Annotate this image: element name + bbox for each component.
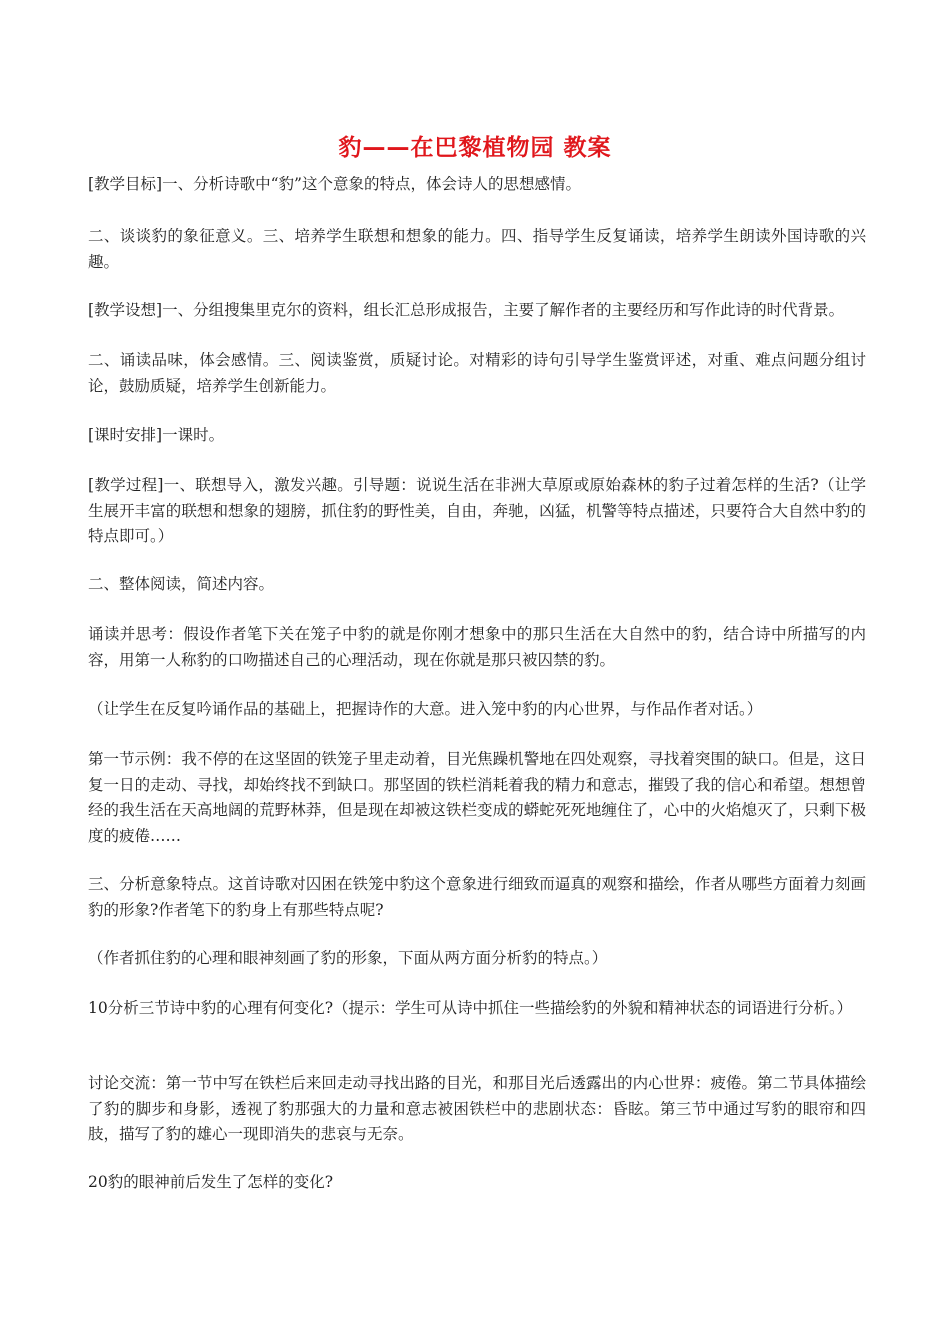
paragraph-question-2: 20豹的眼神前后发生了怎样的变化? (88, 1173, 334, 1191)
paragraph-question-1: 10分析三节诗中豹的心理有何变化?（提示：学生可从诗中抓住一些描绘豹的外貌和精神状态的词语进行分析。） (88, 999, 853, 1017)
document-title: 豹——在巴黎植物园 教案 (338, 135, 612, 161)
paragraph-teaching-plan: [教学设想]一、分组搜集里克尔的资料，组长汇总形成报告，主要了解作者的主要经历和写作此诗的时代背景。 (88, 301, 845, 319)
paragraph-note-recite: （让学生在反复吟诵作品的基础上，把握诗作的大意。进入笼中豹的内心世界，与作品作者对话。） (88, 700, 763, 718)
paragraph-image-analysis: 三、分析意象特点。这首诗歌对囚困在铁笼中豹这个意象进行细致而逼真的观察和描绘，作者从哪些方面着力刻画豹的形象?作者笔下的豹身上有那些特点呢? (88, 875, 866, 919)
paragraph-plan-continued: 二、诵读品味，体会感情。三、阅读鉴赏，质疑讨论。对精彩的诗句引导学生鉴赏评述，对重、难点问题分组讨论，鼓励质疑，培养学生创新能力。 (88, 351, 866, 395)
paragraph-recite-think: 诵读并思考：假设作者笔下关在笼子中豹的就是你刚才想象中的那只生活在大自然中的豹，结合诗中所描写的内容，用第一人称豹的口吻描述自己的心理活动，现在你就是那只被囚禁的豹。 (88, 625, 866, 669)
paragraph-overall-reading: 二、整体阅读，简述内容。 (88, 575, 275, 593)
paragraph-note-analysis: （作者抓住豹的心理和眼神刻画了豹的形象，下面从两方面分析豹的特点。） (88, 949, 608, 967)
paragraph-teaching-goal: [教学目标]一、分析诗歌中“豹”这个意象的特点，体会诗人的思想感情。 (88, 175, 581, 193)
paragraph-teaching-process: [教学过程]一、联想导入，激发兴趣。引导题：说说生活在非洲大草原或原始森林的豹子过着怎样的生活?（让学生展开丰富的联想和想象的翅膀，抓住豹的野性美，自由，奔驰，凶猛，机警等特点描述，只要符合大自然中豹的特点即可。） (88, 476, 866, 545)
paragraph-first-section-example: 第一节示例：我不停的在这坚固的铁笼子里走动着，目光焦躁机警地在四处观察，寻找着突围的缺口。但是，这日复一日的走动、寻找，却始终找不到缺口。那坚固的铁栏消耗着我的精力和意志，摧毁了我的信心和希望。想想曾经的我生活在天高地阔的荒野林莽，但是现在却被这铁栏变成的蟒蛇死死地缠住了，心中的火焰熄灭了，只剩下极度的疲倦…… (88, 750, 866, 845)
paragraph-discussion: 讨论交流：第一节中写在铁栏后来回走动寻找出路的目光，和那目光后透露出的内心世界：疲倦。第二节具体描绘了豹的脚步和身影，透视了豹那强大的力量和意志被困铁栏中的悲剧状态：昏眩。第三节中通过写豹的眼帘和四肢，描写了豹的雄心一现即消失的悲哀与无奈。 (88, 1074, 866, 1143)
paragraph-goals-continued: 二、谈谈豹的象征意义。三、培养学生联想和想象的能力。四、指导学生反复诵读，培养学生朗读外国诗歌的兴趣。 (88, 227, 866, 271)
paragraph-class-schedule: [课时安排]一课时。 (88, 426, 225, 444)
